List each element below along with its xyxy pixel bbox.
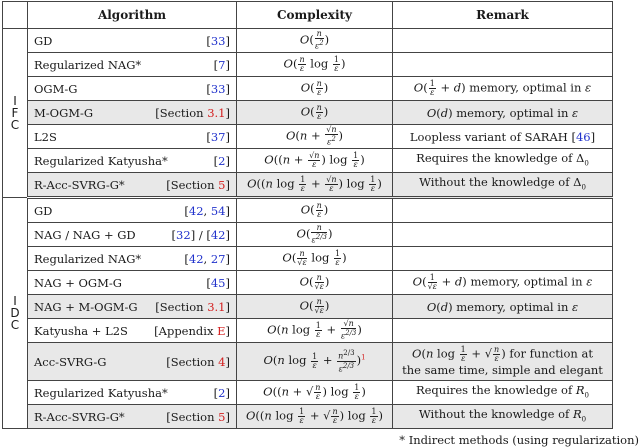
algorithm-cell: NAG / NAG + GD [32] / [42] xyxy=(28,223,237,247)
section-link[interactable]: [Section 3.1] xyxy=(155,299,230,314)
citation-link[interactable]: [32] / [42] xyxy=(171,227,230,242)
section-link[interactable]: [Section 3.1] xyxy=(155,105,230,120)
header-algorithm: Algorithm xyxy=(28,2,237,29)
algorithm-cell: NAG + OGM-G [45] xyxy=(28,271,237,295)
remark-cell: Requires the knowledge of $R_0$ xyxy=(393,381,613,405)
citation-link[interactable]: 46 xyxy=(575,129,591,144)
complexity-cell: O((n log $\frac{1}{\varepsilon}$ + √ $\frac{n}{\varepsilon}$ ) log $\frac{1}{\varepsilon}$ ) xyxy=(237,405,393,429)
remark-cell: Requires the knowledge of $\Delta_0$ xyxy=(393,149,613,173)
remark-cell xyxy=(393,223,613,247)
citation-link[interactable]: [42, 54] xyxy=(184,203,230,218)
citation-link[interactable]: [37] xyxy=(206,129,230,144)
citation-link[interactable]: [2] xyxy=(213,153,230,168)
complexity-cell: O( $\frac{n}{\varepsilon}$ ) xyxy=(237,101,393,125)
complexity-cell: O( $\frac{n}{\varepsilon}$ ) xyxy=(237,77,393,101)
table-row xyxy=(3,295,613,319)
remark-cell: O( $\frac{1}{\varepsilon}$ + d) memory, optimal in ε xyxy=(393,77,613,101)
section-link[interactable]: [Section 5] xyxy=(166,177,230,192)
algorithm-cell: Regularized Katyusha* [2] xyxy=(28,149,237,173)
table-row xyxy=(3,319,613,343)
table-row xyxy=(3,405,613,429)
algorithm-cell: Katyusha + L2S [Appendix E] xyxy=(28,319,237,343)
footnote-marker[interactable]: 1 xyxy=(361,353,366,362)
section-link[interactable]: [Section 4] xyxy=(166,354,230,369)
algorithm-cell: Regularized NAG* [42, 27] xyxy=(28,247,237,271)
remark-cell: O( $\frac{1}{√\varepsilon}$ + d) memory, optimal in ε xyxy=(393,271,613,295)
algorithm-cell: NAG + M-OGM-G [Section 3.1] xyxy=(28,295,237,319)
complexity-cell: O((n log $\frac{1}{\varepsilon}$ + $\frac{√n}{\varepsilon}$ ) log $\frac{1}{\varepsilon}$ ) xyxy=(237,173,393,198)
remark-cell: Loopless variant of SARAH [46] xyxy=(393,125,613,149)
table-row xyxy=(3,53,613,77)
remark-cell xyxy=(393,319,613,343)
complexity-cell: O( $\frac{n}{\varepsilon^2}$ ) xyxy=(237,29,393,53)
remark-cell xyxy=(393,29,613,53)
section-link[interactable]: [Section 5] xyxy=(166,409,230,424)
citation-link[interactable]: [42, 27] xyxy=(184,251,230,266)
group-label-idc: I D C xyxy=(3,198,28,429)
section-link[interactable]: [Appendix E] xyxy=(154,323,230,338)
table-row xyxy=(3,173,613,198)
table-row xyxy=(3,381,613,405)
table-row xyxy=(3,149,613,173)
citation-link[interactable]: [33] xyxy=(206,33,230,48)
algorithm-cell: R-Acc-SVRG-G* [Section 5] xyxy=(28,405,237,429)
table-row xyxy=(3,101,613,125)
header-row xyxy=(3,2,613,29)
algorithm-cell: M-OGM-G [Section 3.1] xyxy=(28,101,237,125)
complexity-cell: O(n log $\frac{1}{\varepsilon}$ + $\frac{n^{2/3}}{\varepsilon^{2/3}}$ )$^1$ xyxy=(237,343,393,381)
citation-link[interactable]: [2] xyxy=(213,385,230,400)
table-row xyxy=(3,198,613,223)
citation-link[interactable]: [33] xyxy=(206,81,230,96)
complexity-cell: O(n log $\frac{1}{\varepsilon}$ + $\frac{√n}{\varepsilon^{2/3}}$ ) xyxy=(237,319,393,343)
group-label-ifc: I F C xyxy=(3,29,28,198)
table-row xyxy=(3,271,613,295)
algorithm-cell: L2S [37] xyxy=(28,125,237,149)
remark-cell: O(d) memory, optimal in ε xyxy=(393,295,613,319)
algorithm-cell: GD [33] xyxy=(28,29,237,53)
table-row xyxy=(3,343,613,381)
remark-cell: Without the knowledge of $\Delta_0$ xyxy=(393,173,613,198)
complexity-cell: O( $\frac{n}{√\varepsilon}$ ) xyxy=(237,295,393,319)
comparison-table xyxy=(2,1,612,429)
algorithm-cell: Regularized Katyusha* [2] xyxy=(28,381,237,405)
table-row xyxy=(3,77,613,101)
table-row xyxy=(3,223,613,247)
complexity-cell: O( $\frac{n}{\varepsilon}$ log $\frac{1}{\varepsilon}$ ) xyxy=(237,53,393,77)
header-group xyxy=(3,2,28,29)
complexity-cell: O( $\frac{n}{\varepsilon}$ ) xyxy=(237,198,393,223)
table-row xyxy=(3,125,613,149)
citation-link[interactable]: [7] xyxy=(213,57,230,72)
algorithm-cell: R-Acc-SVRG-G* [Section 5] xyxy=(28,173,237,198)
remark-cell xyxy=(393,198,613,223)
complexity-cell: O( $\frac{n}{√\varepsilon}$ ) xyxy=(237,271,393,295)
complexity-cell: O( $\frac{n}{\varepsilon^{2/3}}$ ) xyxy=(237,223,393,247)
header-complexity: Complexity xyxy=(237,2,393,29)
table-row xyxy=(3,29,613,53)
algorithm-cell: Regularized NAG* [7] xyxy=(28,53,237,77)
footnote: * Indirect methods (using regularization) xyxy=(399,433,639,447)
citation-link[interactable]: [45] xyxy=(206,275,230,290)
remark-cell: O(n log $\frac{1}{\varepsilon}$ + √ $\frac{n}{\varepsilon}$ ) for function at the same time, simple and elegant xyxy=(393,343,613,381)
remark-cell: O(d) memory, optimal in ε xyxy=(393,101,613,125)
complexity-cell: O((n + √ $\frac{n}{\varepsilon}$ ) log $\frac{1}{\varepsilon}$ ) xyxy=(237,381,393,405)
complexity-cell: O( $\frac{n}{√\varepsilon}$ log $\frac{1}{\varepsilon}$ ) xyxy=(237,247,393,271)
algorithm-cell: GD [42, 54] xyxy=(28,198,237,223)
remark-cell xyxy=(393,247,613,271)
header-remark: Remark xyxy=(393,2,613,29)
table-row xyxy=(3,247,613,271)
algorithm-cell: OGM-G [33] xyxy=(28,77,237,101)
complexity-cell: O(n + $\frac{√n}{\varepsilon^2}$ ) xyxy=(237,125,393,149)
algorithm-cell: Acc-SVRG-G [Section 4] xyxy=(28,343,237,381)
remark-cell: Without the knowledge of $R_0$ xyxy=(393,405,613,429)
complexity-cell: O((n + $\frac{√n}{\varepsilon}$ ) log $\frac{1}{\varepsilon}$ ) xyxy=(237,149,393,173)
remark-cell xyxy=(393,53,613,77)
